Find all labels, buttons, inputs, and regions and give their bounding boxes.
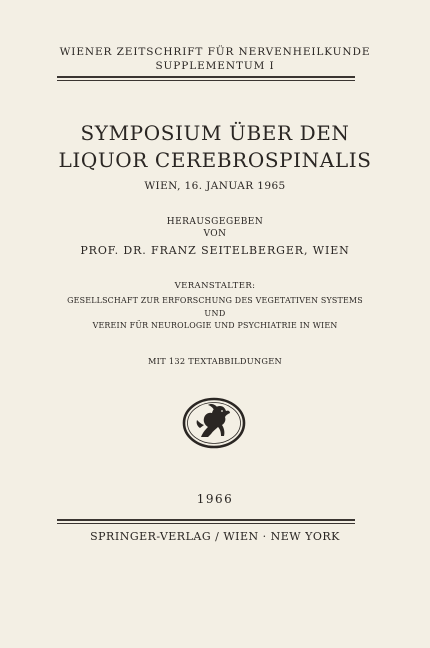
footer-rule-thin: [57, 523, 355, 524]
organizer-1: GESELLSCHAFT ZUR ERFORSCHUNG DES VEGETATIVEN SYSTEMS: [67, 296, 363, 305]
springer-horse-emblem-icon: [178, 394, 250, 452]
publication-year: 1966: [196, 492, 234, 506]
footer-rule-thick: [57, 519, 355, 521]
book-title-line2: LIQUOR CEREBROSPINALIS: [58, 148, 372, 172]
organizer-2: VEREIN FÜR NEUROLOGIE UND PSYCHIATRIE IN WIEN: [92, 321, 338, 330]
header-rule-thin: [57, 80, 355, 81]
organizers-label: VERANSTALTER:: [174, 281, 256, 291]
series-supplement: SUPPLEMENTUM I: [155, 60, 275, 72]
editor-von: VON: [203, 229, 227, 239]
organizers-und: UND: [204, 309, 226, 318]
series-title: WIENER ZEITSCHRIFT FÜR NERVENHEILKUNDE: [59, 46, 371, 58]
editor-name: PROF. DR. FRANZ SEITELBERGER, WIEN: [80, 244, 350, 257]
editor-label: HERAUSGEGEBEN: [166, 217, 264, 227]
figures-note: MIT 132 TEXTABBILDUNGEN: [147, 356, 283, 366]
header-rule-thick: [57, 76, 355, 78]
book-title-line1: SYMPOSIUM ÜBER DEN: [80, 121, 350, 145]
symposium-date: WIEN, 16. JANUAR 1965: [144, 180, 286, 192]
publisher: SPRINGER-VERLAG / WIEN · NEW YORK: [90, 530, 340, 543]
